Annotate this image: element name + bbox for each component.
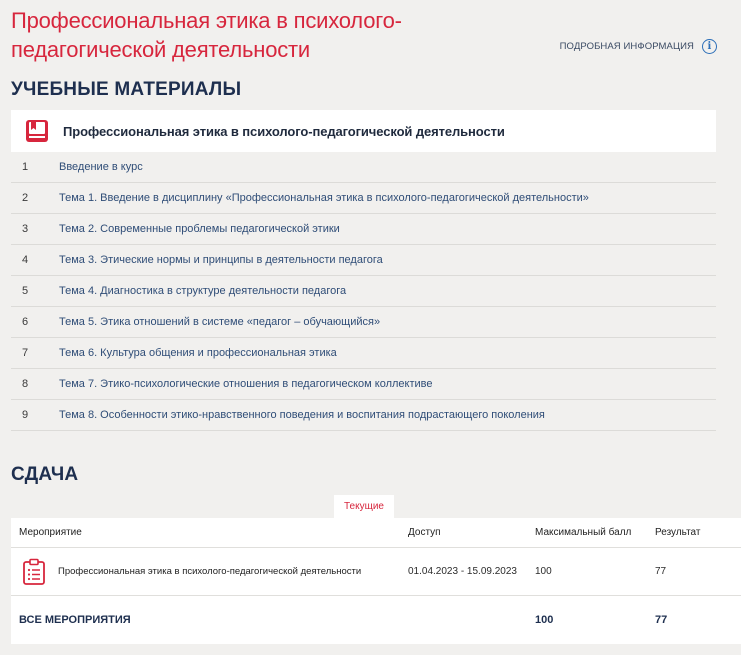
submission-section-title: СДАЧА [11, 464, 79, 485]
item-number: 6 [22, 316, 29, 328]
list-item[interactable] [11, 276, 716, 307]
list-item[interactable] [11, 307, 716, 338]
item-link[interactable]: Тема 2. Современные проблемы педагогической этики [59, 223, 340, 235]
item-number: 8 [22, 378, 29, 390]
item-link[interactable]: Тема 6. Культура общения и профессиональная этика [59, 347, 337, 359]
book-icon [24, 118, 50, 144]
list-item[interactable] [11, 400, 716, 431]
page-title: Профессиональная этика в психолого-педагогической деятельности [11, 8, 402, 62]
item-link[interactable]: Тема 3. Этические нормы и принципы в деятельности педагога [59, 254, 383, 266]
column-max-score: Максимальный балл [535, 527, 632, 538]
max-score-cell: 100 [535, 566, 552, 577]
column-event: Мероприятие [19, 527, 82, 538]
total-max-score: 100 [535, 614, 554, 626]
event-link[interactable]: Профессиональная этика в психолого-педагогической деятельности [58, 566, 362, 577]
more-info-link[interactable] [560, 39, 717, 54]
materials-list [11, 152, 716, 431]
item-number: 1 [22, 161, 29, 173]
item-number: 3 [22, 223, 29, 235]
list-item[interactable] [11, 369, 716, 400]
table-header [11, 518, 741, 548]
result-cell: 77 [655, 566, 667, 577]
item-link[interactable]: Тема 1. Введение в дисциплину «Профессиональная этика в психолого-педагогической деятельности» [59, 192, 589, 204]
item-number: 5 [22, 285, 29, 297]
item-number: 4 [22, 254, 29, 266]
materials-card [11, 110, 716, 431]
submission-tabs [11, 495, 716, 518]
materials-card-header[interactable] [11, 110, 716, 152]
list-item[interactable] [11, 245, 716, 276]
total-label: ВСЕ МЕРОПРИЯТИЯ [19, 614, 131, 626]
event-cell [11, 558, 408, 586]
item-number: 2 [22, 192, 29, 204]
item-number: 9 [22, 409, 29, 421]
materials-section-title: УЧЕБНЫЕ МАТЕРИАЛЫ [11, 79, 242, 100]
list-item[interactable] [11, 214, 716, 245]
materials-card-title: Профессиональная этика в психолого-педагогической деятельности [63, 123, 505, 139]
list-item[interactable] [11, 338, 716, 369]
total-result: 77 [655, 614, 668, 626]
list-item[interactable] [11, 152, 716, 183]
clipboard-icon [22, 558, 46, 586]
list-item[interactable] [11, 183, 716, 214]
more-info-label: ПОДРОБНАЯ ИНФОРМАЦИЯ [559, 41, 694, 52]
column-access: Доступ [408, 527, 441, 538]
item-link[interactable]: Тема 7. Этико-психологические отношения в педагогическом коллективе [59, 378, 433, 390]
access-cell: 01.04.2023 - 15.09.2023 [408, 566, 517, 577]
tab-current[interactable]: Текущие [334, 495, 394, 518]
item-link[interactable]: Тема 8. Особенности этико-нравственного поведения и воспитания подрастающего поколения [59, 409, 545, 421]
column-result: Результат [655, 527, 701, 538]
info-icon[interactable]: i [702, 39, 717, 54]
table-total-row [11, 596, 741, 644]
events-table [11, 518, 741, 644]
item-link[interactable]: Тема 4. Диагностика в структуре деятельности педагога [59, 285, 347, 297]
page-header [11, 6, 730, 64]
item-link[interactable]: Тема 5. Этика отношений в системе «педагог – обучающийся» [59, 316, 381, 328]
item-number: 7 [22, 347, 29, 359]
table-row [11, 548, 741, 596]
item-link[interactable]: Введение в курс [59, 161, 143, 173]
